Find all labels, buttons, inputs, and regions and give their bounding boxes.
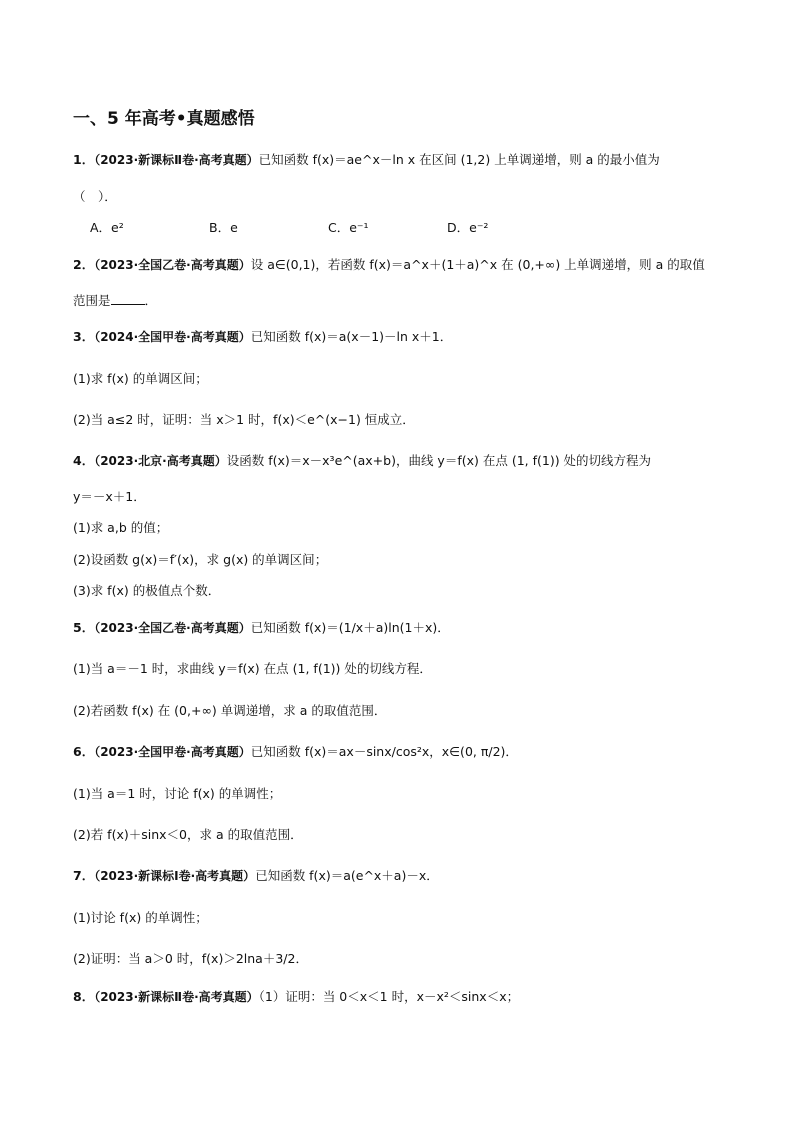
problem-1-stem: 已知函数 f(x)＝ae^x－ln x 在区间 (1,2) 上单调递增，则 a 的最小值为 <box>258 152 660 167</box>
problem-2-number: 2． <box>73 257 95 272</box>
problem-6-number: 6． <box>73 744 95 759</box>
problem-3-part-2: (2)当 a≤2 时，证明：当 x＞1 时，f(x)＜e^(x−1) 恒成立． <box>73 412 415 427</box>
problem-7-stem: 已知函数 f(x)＝a(e^x＋a)－x． <box>255 868 439 883</box>
problem-1-options <box>90 218 566 236</box>
problem-4-part-1: (1)求 a,b 的值； <box>73 520 169 535</box>
problem-7-line-1 <box>73 867 439 885</box>
problem-5-number: 5． <box>73 620 95 635</box>
problem-2-stem-2: 范围是 <box>73 293 111 308</box>
problem-7-source: （2023·新课标Ⅰ卷·高考真题） <box>94 869 256 883</box>
problem-4-stem: 设函数 f(x)＝x－x³e^(ax+b)，曲线 y＝f(x) 在点 (1, f(1)) 处的切线方程为 <box>226 453 652 468</box>
answer-blank <box>111 292 145 305</box>
problem-5-line-1 <box>73 619 450 637</box>
problem-2-line-2: 范围是 ． <box>73 293 158 308</box>
problem-6-source: （2023·全国甲卷·高考真题） <box>94 745 251 759</box>
problem-4-number: 4． <box>73 453 95 468</box>
problem-1-line-2: （ ）． <box>73 189 117 204</box>
option-c: C．e⁻¹ <box>328 220 369 235</box>
problem-3-stem: 已知函数 f(x)＝a(x－1)－ln x＋1． <box>250 329 453 344</box>
problem-3-source: （2024·全国甲卷·高考真题） <box>94 330 251 344</box>
problem-5-part-1: (1)当 a＝－1 时，求曲线 y＝f(x) 在点 (1, f(1)) 处的切线方程． <box>73 661 432 676</box>
problem-1-line-1 <box>73 151 660 169</box>
problem-5-source: （2023·全国乙卷·高考真题） <box>94 621 251 635</box>
problem-8-stem: （1）证明：当 0＜x＜1 时，x－x²＜sinx＜x； <box>258 989 520 1004</box>
problem-8-line-1 <box>73 988 519 1006</box>
problem-4-line-2: y＝－x＋1． <box>73 489 146 504</box>
problem-4-line-1 <box>73 452 651 470</box>
problem-7-part-2: (2)证明：当 a＞0 时，f(x)＞2lna＋3/2． <box>73 951 308 966</box>
problem-6-stem: 已知函数 f(x)＝ax－sinx/cos²x，x∈(0, π/2)． <box>250 744 518 759</box>
problem-1-number: 1． <box>73 152 95 167</box>
section-title: 一、5 年高考•真题感悟 <box>73 109 255 129</box>
problem-3-part-1: (1)求 f(x) 的单调区间； <box>73 371 208 386</box>
problem-3-number: 3． <box>73 329 95 344</box>
problem-1-source: （2023·新课标Ⅱ卷·高考真题） <box>94 153 259 167</box>
problem-4-part-2: (2)设函数 g(x)＝f′(x)，求 g(x) 的单调区间； <box>73 552 328 567</box>
problem-8-number: 8． <box>73 989 95 1004</box>
problem-6-line-1 <box>73 743 518 761</box>
problem-5-stem: 已知函数 f(x)＝(1/x＋a)ln(1＋x)． <box>250 620 450 635</box>
problem-2-source: （2023·全国乙卷·高考真题） <box>94 258 251 272</box>
option-a: A．e² <box>90 220 124 235</box>
problem-4-source: （2023·北京·高考真题） <box>94 454 227 468</box>
problem-3-line-1 <box>73 328 452 346</box>
problem-7-part-1: (1)讨论 f(x) 的单调性； <box>73 910 208 925</box>
problem-2-line-1 <box>73 256 705 274</box>
problem-2-stem: 设 a∈(0,1)，若函数 f(x)＝a^x＋(1＋a)^x 在 (0,+∞) 上单调递增，则 a 的取值 <box>250 257 705 272</box>
problem-8-source: （2023·新课标Ⅱ卷·高考真题） <box>94 990 259 1004</box>
option-d: D．e⁻² <box>447 220 489 235</box>
option-b: B．e <box>209 220 238 235</box>
problem-6-part-2: (2)若 f(x)＋sinx＜0，求 a 的取值范围． <box>73 827 303 842</box>
problem-4-part-3: (3)求 f(x) 的极值点个数． <box>73 583 221 598</box>
problem-5-part-2: (2)若函数 f(x) 在 (0,+∞) 单调递增，求 a 的取值范围． <box>73 703 387 718</box>
problem-7-number: 7． <box>73 868 95 883</box>
problem-6-part-1: (1)当 a＝1 时，讨论 f(x) 的单调性； <box>73 786 282 801</box>
